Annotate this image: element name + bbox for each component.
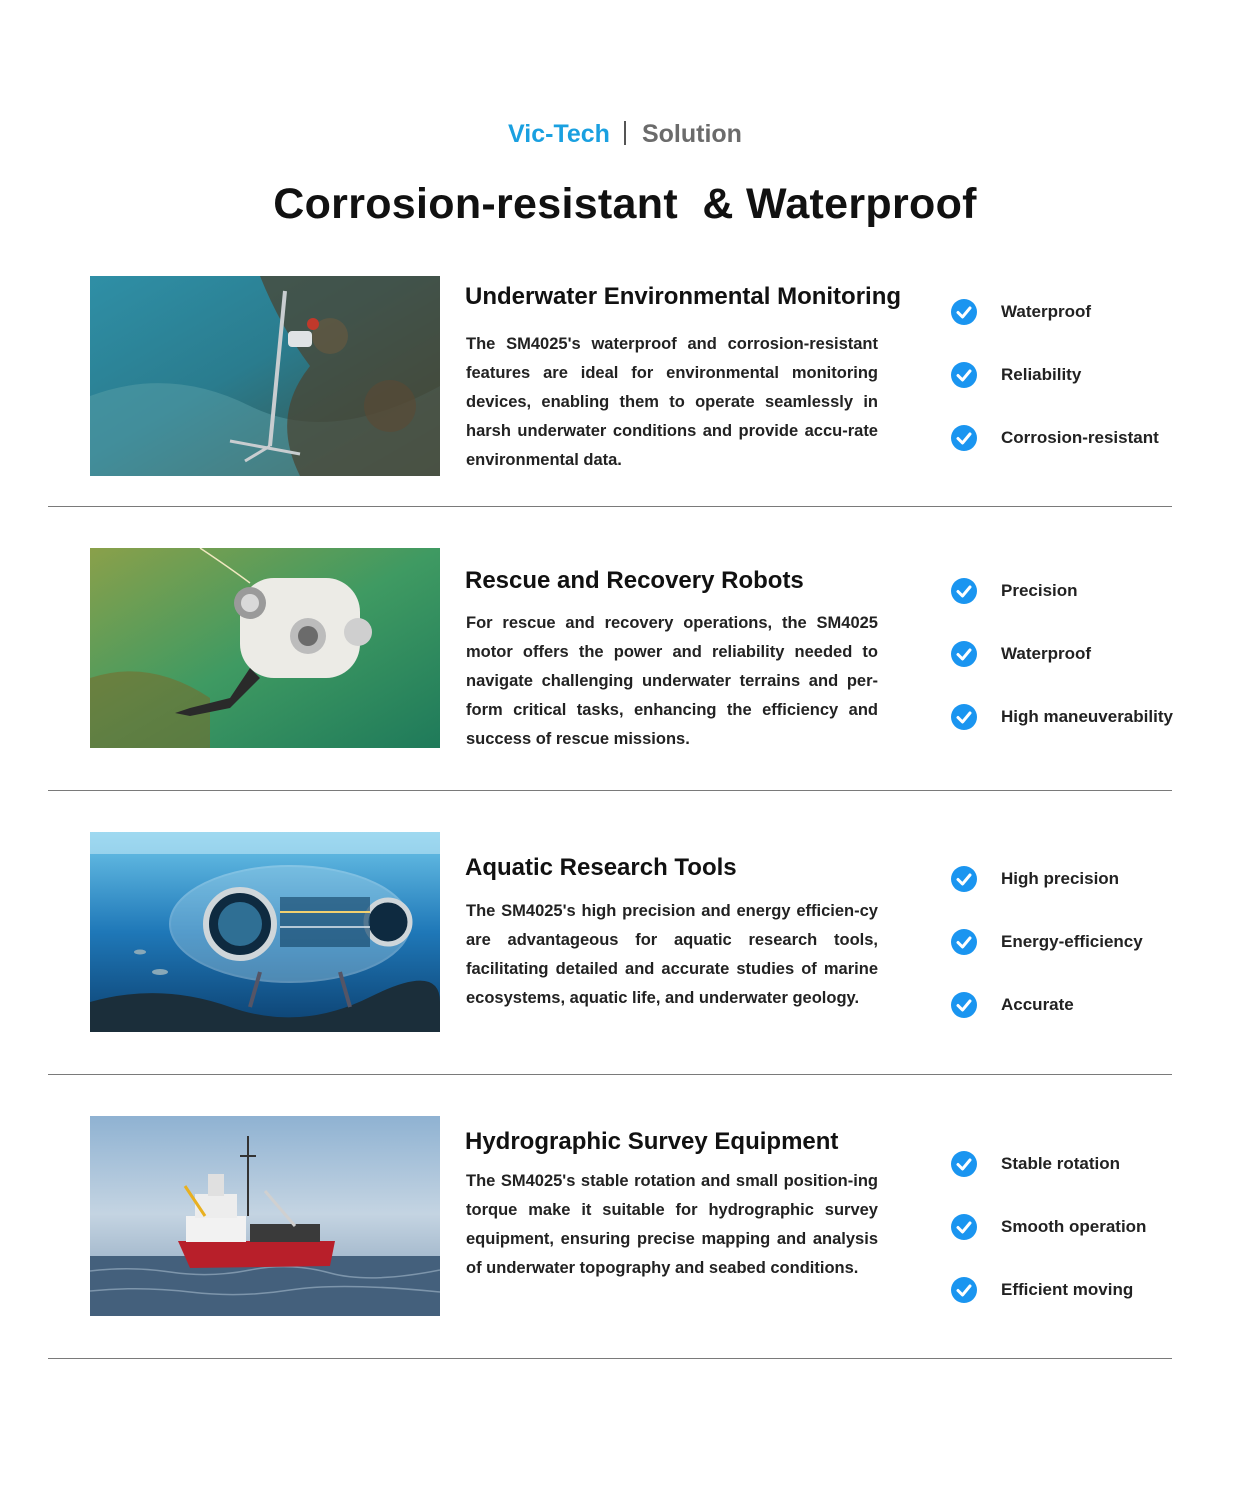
check-circle-icon xyxy=(950,1276,978,1304)
brand-line xyxy=(0,118,1250,150)
check-circle-icon xyxy=(950,1150,978,1178)
feature-item xyxy=(950,577,1078,605)
check-circle-icon xyxy=(950,298,978,326)
feature-item xyxy=(950,1150,1120,1178)
feature-item xyxy=(950,424,1159,452)
feature-label: Waterproof xyxy=(1001,644,1092,663)
section-rescue-robots xyxy=(0,548,1250,808)
section-description: For rescue and recovery operations, the SM4025 motor offers the power and reliability needed to navigate challenging underwater terrains and per-form critical tasks, enhancing the efficiency and success of rescue missions. xyxy=(466,614,878,748)
feature-item xyxy=(950,640,1091,668)
check-circle-icon xyxy=(950,361,978,389)
feature-label: Energy-efficiency xyxy=(1001,932,1143,951)
feature-label: Waterproof xyxy=(1001,302,1092,321)
section-environmental-monitoring xyxy=(0,276,1250,536)
feature-label: High maneuverability xyxy=(1001,707,1173,726)
section-hydrographic-survey xyxy=(0,1116,1250,1376)
feature-item xyxy=(950,298,1091,326)
section-title: Hydrographic Survey Equipment xyxy=(465,1128,839,1155)
feature-label: Efficient moving xyxy=(1001,1280,1134,1299)
feature-label: Reliability xyxy=(1001,365,1082,384)
section-title: Aquatic Research Tools xyxy=(465,854,737,881)
section-image-survey xyxy=(90,1116,440,1316)
brand-separator xyxy=(624,121,626,145)
section-description: The SM4025's high precision and energy efficien-cy are advantageous for aquatic research tools, facilitating detailed and accurate studies of marine ecosystems, aquatic life, and underwater geology. xyxy=(466,902,878,1007)
section-image-rescue xyxy=(90,548,440,748)
feature-item xyxy=(950,928,1143,956)
check-circle-icon xyxy=(950,577,978,605)
feature-label: Corrosion-resistant xyxy=(1001,428,1159,447)
feature-item xyxy=(950,703,1173,731)
brand-name: Vic-Tech xyxy=(508,120,610,148)
check-circle-icon xyxy=(950,991,978,1019)
section-divider xyxy=(48,506,1172,507)
feature-item xyxy=(950,1276,1133,1304)
feature-label: Smooth operation xyxy=(1001,1217,1147,1236)
page-title: Corrosion-resistant & Waterproof xyxy=(273,180,977,228)
check-circle-icon xyxy=(950,640,978,668)
check-circle-icon xyxy=(950,424,978,452)
feature-item xyxy=(950,361,1081,389)
check-circle-icon xyxy=(950,865,978,893)
feature-item xyxy=(950,1213,1146,1241)
feature-label: High precision xyxy=(1001,869,1120,888)
section-description: The SM4025's stable rotation and small position-ing torque make it suitable for hydrographic survey equipment, ensuring precise mapping and analysis of underwater topography and seabed conditions. xyxy=(466,1172,878,1277)
section-divider xyxy=(48,1074,1172,1075)
check-circle-icon xyxy=(950,1213,978,1241)
section-image-research xyxy=(90,832,440,1032)
section-image-monitoring xyxy=(90,276,440,476)
section-divider xyxy=(48,790,1172,791)
feature-label: Stable rotation xyxy=(1001,1154,1121,1173)
section-aquatic-research xyxy=(0,832,1250,1092)
check-circle-icon xyxy=(950,703,978,731)
section-title: Rescue and Recovery Robots xyxy=(465,567,804,594)
feature-label: Precision xyxy=(1001,581,1078,600)
section-divider xyxy=(48,1358,1172,1359)
check-circle-icon xyxy=(950,928,978,956)
section-title: Underwater Environmental Monitoring xyxy=(465,283,902,310)
feature-item xyxy=(950,991,1074,1019)
feature-label: Accurate xyxy=(1001,995,1074,1014)
feature-item xyxy=(950,865,1119,893)
section-description: The SM4025's waterproof and corrosion-resistant features are ideal for environmental monitoring devices, enabling them to operate seamlessly in harsh underwater conditions and provide accu-rate environmental data. xyxy=(466,335,878,469)
brand-section: Solution xyxy=(641,120,742,148)
